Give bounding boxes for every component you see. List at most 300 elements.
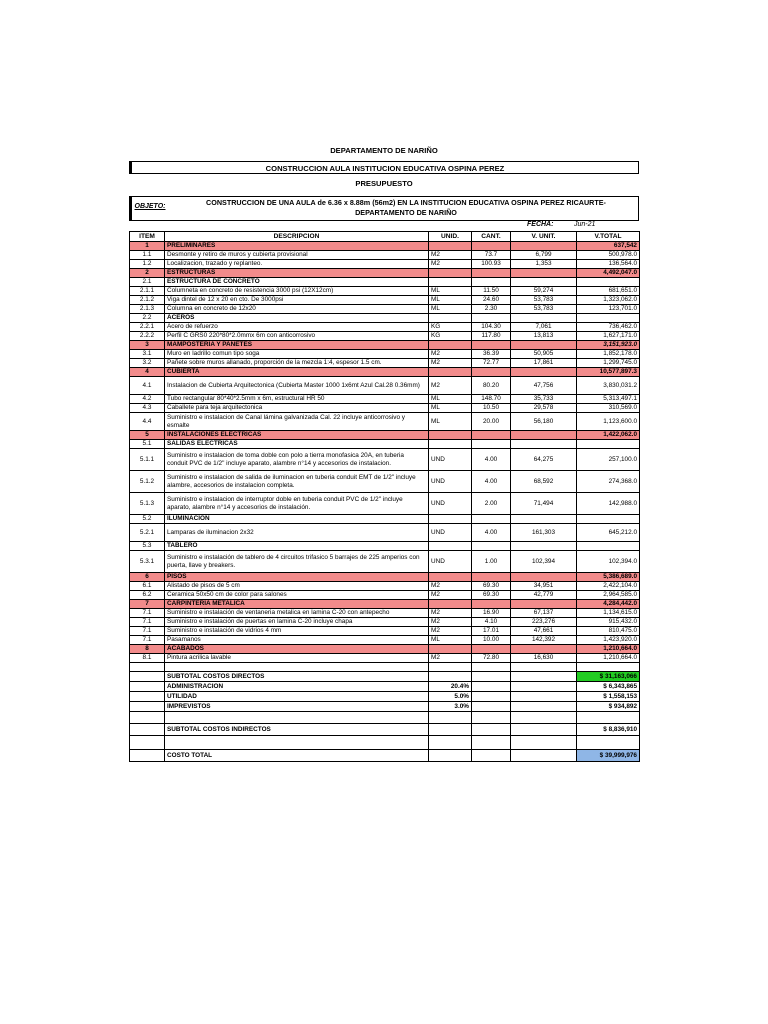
- table-row: [130, 636, 640, 645]
- fecha-label: FECHA:: [527, 221, 554, 228]
- quantity-cell: 69.30: [472, 582, 511, 591]
- imprevistos-row: [130, 702, 640, 712]
- section-row: [130, 600, 640, 609]
- summary-block: [130, 663, 640, 762]
- unit-price-cell: [511, 431, 577, 440]
- table-row: [130, 377, 640, 395]
- table-row: [130, 524, 640, 542]
- quantity-cell: 4.00: [472, 449, 511, 471]
- unit-price-cell: 71,494: [511, 493, 577, 515]
- unit-cell: UND: [429, 524, 472, 542]
- total-cell: 810,475.0: [577, 627, 640, 636]
- total-cell: [577, 440, 640, 449]
- quantity-cell: 73.7: [472, 251, 511, 260]
- unit-cell: M2: [429, 627, 472, 636]
- total-cell: 142,988.0: [577, 493, 640, 515]
- item-cell: 5.3: [130, 542, 165, 551]
- description-cell: MAMPOSTERIA Y PAÑETES: [165, 341, 429, 350]
- column-header-v-unit: V. UNIT.: [511, 232, 577, 242]
- item-cell: 7: [130, 600, 165, 609]
- unit-price-cell: 56,180: [511, 413, 577, 431]
- total-cell: 5,386,689.0: [577, 573, 640, 582]
- unit-price-cell: 7,061: [511, 323, 577, 332]
- unit-price-cell: 17,861: [511, 359, 577, 368]
- unit-price-cell: [511, 368, 577, 377]
- quantity-cell: [472, 314, 511, 323]
- section-row: [130, 242, 640, 251]
- item-cell: 5.1.2: [130, 471, 165, 493]
- unit-cell: M2: [429, 251, 472, 260]
- item-cell: 6.2: [130, 591, 165, 600]
- description-cell: Suministro e instalación de ventaneria metalica en lamina C-20 con antepecho: [165, 609, 429, 618]
- item-cell: 5.3.1: [130, 551, 165, 573]
- unit-cell: ML: [429, 636, 472, 645]
- description-cell: SALIDAS ELECTRICAS: [165, 440, 429, 449]
- subtotal-indirectos-value: $ 8,836,910: [577, 724, 640, 736]
- item-cell: 3.1: [130, 350, 165, 359]
- description-cell: Desmonte y retiro de muros y cubierta provisional: [165, 251, 429, 260]
- quantity-cell: 104.30: [472, 323, 511, 332]
- section-row: [130, 645, 640, 654]
- table-row: [130, 471, 640, 493]
- description-cell: PISOS: [165, 573, 429, 582]
- unit-price-cell: [511, 278, 577, 287]
- quantity-cell: 36.39: [472, 350, 511, 359]
- unit-cell: [429, 542, 472, 551]
- description-cell: Ceramica 50x50 cm de color para salones: [165, 591, 429, 600]
- item-cell: 8: [130, 645, 165, 654]
- unit-price-cell: 102,394: [511, 551, 577, 573]
- total-cell: 1,210,664.0: [577, 654, 640, 663]
- unit-cell: [429, 242, 472, 251]
- department-title: DEPARTAMENTO DE NARIÑO: [330, 146, 438, 155]
- unit-cell: KG: [429, 323, 472, 332]
- total-cell: 310,569.0: [577, 404, 640, 413]
- unit-cell: M2: [429, 260, 472, 269]
- description-cell: Suministro e instalacion de salida de iluminacion en tuberia conduit EMT de 1/2" incluye alambre, accesorios de instalacion completa.: [165, 471, 429, 493]
- item-cell: 3: [130, 341, 165, 350]
- table-row: [130, 305, 640, 314]
- quantity-cell: [472, 542, 511, 551]
- description-cell: Columna en concreto de 12x20: [165, 305, 429, 314]
- total-cell: [577, 314, 640, 323]
- unit-price-cell: 6,799: [511, 251, 577, 260]
- total-cell: 102,394.0: [577, 551, 640, 573]
- total-cell: [577, 542, 640, 551]
- unit-price-cell: 64,275: [511, 449, 577, 471]
- unit-cell: M2: [429, 591, 472, 600]
- item-cell: 2.2: [130, 314, 165, 323]
- unit-cell: [429, 368, 472, 377]
- quantity-cell: 10.00: [472, 636, 511, 645]
- column-header-descripcion: DESCRIPCION: [165, 232, 429, 242]
- item-cell: 2.1.1: [130, 287, 165, 296]
- item-cell: 1.1: [130, 251, 165, 260]
- unit-price-cell: [511, 515, 577, 524]
- unit-cell: [429, 440, 472, 449]
- total-cell: 257,100.0: [577, 449, 640, 471]
- unit-price-cell: 50,905: [511, 350, 577, 359]
- section-row: [130, 341, 640, 350]
- unit-price-cell: 29,578: [511, 404, 577, 413]
- total-cell: 1,123,600.0: [577, 413, 640, 431]
- subtotal-indirectos-label: SUBTOTAL COSTOS INDIRECTOS: [165, 724, 429, 736]
- document-type-title: PRESUPUESTO: [355, 179, 413, 188]
- table-row: [130, 251, 640, 260]
- total-cell: 4,284,442.0: [577, 600, 640, 609]
- quantity-cell: 100.93: [472, 260, 511, 269]
- unit-cell: [429, 573, 472, 582]
- quantity-cell: 4.00: [472, 471, 511, 493]
- quantity-cell: [472, 341, 511, 350]
- total-cell: [577, 278, 640, 287]
- unit-cell: M2: [429, 377, 472, 395]
- total-cell: 1,323,062.0: [577, 296, 640, 305]
- unit-cell: M2: [429, 609, 472, 618]
- table-row: [130, 609, 640, 618]
- quantity-cell: 11.50: [472, 287, 511, 296]
- quantity-cell: 17.01: [472, 627, 511, 636]
- description-cell: Alistado de pisos de 5 cm: [165, 582, 429, 591]
- utilidad-label: UTILIDAD: [165, 692, 429, 702]
- total-cell: 2,422,104.0: [577, 582, 640, 591]
- budget-rows: [130, 242, 640, 663]
- description-cell: Suministro e instalacion de Canal lámina galvanizada Cal. 22 incluye anticorrosivo y esmalte: [165, 413, 429, 431]
- unit-price-cell: 161,303: [511, 524, 577, 542]
- unit-price-cell: 47,756: [511, 377, 577, 395]
- unit-cell: UND: [429, 471, 472, 493]
- total-cell: 1,134,615.0: [577, 609, 640, 618]
- subtotal-directos-value: $ 31,163,066: [577, 672, 640, 682]
- quantity-cell: 2.00: [472, 493, 511, 515]
- table-row: [130, 332, 640, 341]
- unit-price-cell: 67,137: [511, 609, 577, 618]
- table-row: [130, 493, 640, 515]
- imprevistos-value: $ 934,892: [577, 702, 640, 712]
- description-cell: Pasamanos: [165, 636, 429, 645]
- table-row: [130, 627, 640, 636]
- utilidad-row: [130, 692, 640, 702]
- description-cell: Suministro e instalación de vidrios 4 mm: [165, 627, 429, 636]
- subtotal-directos-row: [130, 672, 640, 682]
- total-cell: 136,564.0: [577, 260, 640, 269]
- unit-price-cell: 47,661: [511, 627, 577, 636]
- unit-cell: [429, 515, 472, 524]
- quantity-cell: 148.70: [472, 395, 511, 404]
- total-cell: 500,978.0: [577, 251, 640, 260]
- section-row: [130, 431, 640, 440]
- table-header-row: [130, 232, 640, 242]
- table-row: [130, 618, 640, 627]
- unit-price-cell: 16,630: [511, 654, 577, 663]
- unit-cell: M2: [429, 350, 472, 359]
- item-cell: 7.1: [130, 636, 165, 645]
- quantity-cell: 72.77: [472, 359, 511, 368]
- unit-price-cell: 42,779: [511, 591, 577, 600]
- description-cell: Suministro e instalacion de interruptor doble en tuberia conduit PVC de 1/2" incluye aparato, alambre n°14 y accesorios de instalación.: [165, 493, 429, 515]
- unit-price-cell: [511, 314, 577, 323]
- table-row: [130, 551, 640, 573]
- unit-cell: ML: [429, 404, 472, 413]
- item-cell: 2.1.2: [130, 296, 165, 305]
- total-cell: 5,313,497.1: [577, 395, 640, 404]
- unit-cell: [429, 314, 472, 323]
- quantity-cell: 117.80: [472, 332, 511, 341]
- total-cell: 1,423,920.0: [577, 636, 640, 645]
- unit-price-cell: [511, 341, 577, 350]
- item-cell: 7.1: [130, 627, 165, 636]
- column-header-v-total: V.TOTAL: [577, 232, 640, 242]
- quantity-cell: 69.30: [472, 591, 511, 600]
- subtotal-directos-label: SUBTOTAL COSTOS DIRECTOS: [165, 672, 429, 682]
- description-cell: ESTRUCTURA DE CONCRETO: [165, 278, 429, 287]
- unit-cell: [429, 278, 472, 287]
- description-cell: Pañete sobre muros allanado, proporción de la mezcla 1:4, espesor 1.5 cm.: [165, 359, 429, 368]
- unit-cell: M2: [429, 359, 472, 368]
- item-cell: 2.2.1: [130, 323, 165, 332]
- item-cell: 4.4: [130, 413, 165, 431]
- unit-price-cell: [511, 573, 577, 582]
- costo-total-row: [130, 750, 640, 762]
- unit-price-cell: [511, 269, 577, 278]
- quantity-cell: 20.00: [472, 413, 511, 431]
- item-cell: 8.1: [130, 654, 165, 663]
- total-cell: 637,542: [577, 242, 640, 251]
- unit-price-cell: [511, 440, 577, 449]
- total-cell: 3,151,923.0: [577, 341, 640, 350]
- quantity-cell: [472, 269, 511, 278]
- administracion-value: $ 6,343,865: [577, 682, 640, 692]
- item-cell: 7.1: [130, 618, 165, 627]
- unit-cell: ML: [429, 395, 472, 404]
- description-cell: ILUMINACION: [165, 515, 429, 524]
- unit-price-cell: 59,274: [511, 287, 577, 296]
- unit-price-cell: 142,392: [511, 636, 577, 645]
- unit-cell: [429, 269, 472, 278]
- total-cell: 1,422,062.0: [577, 431, 640, 440]
- section-row: [130, 573, 640, 582]
- unit-price-cell: 223,276: [511, 618, 577, 627]
- administracion-label: ADMINISTRACION: [165, 682, 429, 692]
- total-cell: 1,852,178.0: [577, 350, 640, 359]
- objeto-row: [129, 196, 639, 221]
- quantity-cell: 24.60: [472, 296, 511, 305]
- quantity-cell: [472, 368, 511, 377]
- column-header-unid: UNID.: [429, 232, 472, 242]
- unit-cell: ML: [429, 413, 472, 431]
- description-cell: Muro en ladrillo comun tipo soga: [165, 350, 429, 359]
- unit-cell: M2: [429, 618, 472, 627]
- budget-table: [129, 231, 640, 762]
- administracion-row: [130, 682, 640, 692]
- description-cell: Instalacion de Cubierta Arquitectonica (Cubierta Master 1000 1x6mt Azul Cal.28 0.36mm): [165, 377, 429, 395]
- unit-cell: UND: [429, 449, 472, 471]
- item-cell: 2.1: [130, 278, 165, 287]
- description-cell: Suministro e instalacion de toma doble con polo a tierra monofasica 20A, en tuberia conduit PVC de 1/2" incluye aparato, alambre n°14 y accesorios de instalacion.: [165, 449, 429, 471]
- subsection-row: [130, 314, 640, 323]
- table-row: [130, 413, 640, 431]
- table-row: [130, 350, 640, 359]
- unit-price-cell: [511, 542, 577, 551]
- objeto-text: CONSTRUCCION DE UNA AULA de 6.36 x 8.88m (56m2) EN LA INSTITUCION EDUCATIVA OSPINA PEREZ RICAURTE- DEPARTAMENTO DE NARIÑO: [206, 198, 606, 217]
- quantity-cell: 80.20: [472, 377, 511, 395]
- item-cell: 1.2: [130, 260, 165, 269]
- objeto-label: OBJETO:: [134, 203, 166, 210]
- item-cell: 7.1: [130, 609, 165, 618]
- unit-price-cell: 53,783: [511, 296, 577, 305]
- table-row: [130, 591, 640, 600]
- item-cell: 6: [130, 573, 165, 582]
- total-cell: 681,651.0: [577, 287, 640, 296]
- unit-price-cell: 34,951: [511, 582, 577, 591]
- description-cell: Caballete para teja arquitectonica: [165, 404, 429, 413]
- item-cell: 6.1: [130, 582, 165, 591]
- unit-price-cell: 1,353: [511, 260, 577, 269]
- unit-cell: [429, 341, 472, 350]
- imprevistos-label: IMPREVISTOS: [165, 702, 429, 712]
- costo-total-value: $ 39,999,976: [577, 750, 640, 762]
- table-row: [130, 359, 640, 368]
- unit-cell: KG: [429, 332, 472, 341]
- item-cell: 5.1: [130, 440, 165, 449]
- imprevistos-pct: 3.0%: [429, 702, 472, 712]
- table-row: [130, 296, 640, 305]
- description-cell: Suministro e instalación de tablero de 4 circuitos trifasico 5 barrajes de 225 amperios con puerta, llave y breakers.: [165, 551, 429, 573]
- total-cell: [577, 515, 640, 524]
- total-cell: 2,964,585.0: [577, 591, 640, 600]
- table-row: [130, 449, 640, 471]
- total-cell: 274,368.0: [577, 471, 640, 493]
- description-cell: CUBIERTA: [165, 368, 429, 377]
- description-cell: Localizacion, trazado y replanteo.: [165, 260, 429, 269]
- costo-total-label: COSTO TOTAL: [165, 750, 429, 762]
- item-cell: 2.2.2: [130, 332, 165, 341]
- total-cell: 123,701.0: [577, 305, 640, 314]
- column-header-item: ITEM: [130, 232, 165, 242]
- item-cell: 5.1.3: [130, 493, 165, 515]
- unit-cell: [429, 645, 472, 654]
- total-cell: 1,627,171.0: [577, 332, 640, 341]
- total-cell: 4,492,047.0: [577, 269, 640, 278]
- item-cell: 2.1.3: [130, 305, 165, 314]
- item-cell: 1: [130, 242, 165, 251]
- description-cell: Suministro e instalación de puertas en lamina C-20 incluye chapa: [165, 618, 429, 627]
- unit-cell: M2: [429, 582, 472, 591]
- item-cell: 4.2: [130, 395, 165, 404]
- description-cell: CARPINTERIA METALICA: [165, 600, 429, 609]
- quantity-cell: [472, 573, 511, 582]
- description-cell: ACABADOS: [165, 645, 429, 654]
- description-cell: INSTALACIONES ELECTRICAS: [165, 431, 429, 440]
- total-cell: 3,830,031.2: [577, 377, 640, 395]
- unit-cell: [429, 431, 472, 440]
- quantity-cell: 16.90: [472, 609, 511, 618]
- unit-cell: [429, 600, 472, 609]
- project-title: CONSTRUCCION AULA INSTITUCION EDUCATIVA OSPINA PEREZ: [129, 161, 639, 174]
- quantity-cell: [472, 440, 511, 449]
- quantity-cell: 72.80: [472, 654, 511, 663]
- unit-price-cell: [511, 645, 577, 654]
- quantity-cell: 4.00: [472, 524, 511, 542]
- subsection-row: [130, 515, 640, 524]
- item-cell: 4: [130, 368, 165, 377]
- unit-price-cell: 68,592: [511, 471, 577, 493]
- description-cell: Pintura acrilica lavable: [165, 654, 429, 663]
- item-cell: 5.2.1: [130, 524, 165, 542]
- unit-price-cell: [511, 242, 577, 251]
- quantity-cell: 1.00: [472, 551, 511, 573]
- total-cell: 10,577,897.3: [577, 368, 640, 377]
- description-cell: Perfil C GRS0 220*80*2.0mmx 6m con anticorrosivo: [165, 332, 429, 341]
- fecha-value: Jun-21: [574, 221, 596, 228]
- unit-price-cell: [511, 600, 577, 609]
- unit-cell: ML: [429, 305, 472, 314]
- section-row: [130, 368, 640, 377]
- unit-cell: UND: [429, 551, 472, 573]
- quantity-cell: 10.50: [472, 404, 511, 413]
- quantity-cell: [472, 645, 511, 654]
- fecha-row: [129, 221, 639, 231]
- description-cell: PRELIMINARES: [165, 242, 429, 251]
- subsection-row: [130, 278, 640, 287]
- utilidad-pct: 5.0%: [429, 692, 472, 702]
- unit-cell: UND: [429, 493, 472, 515]
- administracion-pct: 20.4%: [429, 682, 472, 692]
- quantity-cell: [472, 431, 511, 440]
- table-row: [130, 404, 640, 413]
- total-cell: 915,432.0: [577, 618, 640, 627]
- item-cell: 4.1: [130, 377, 165, 395]
- quantity-cell: [472, 515, 511, 524]
- unit-cell: ML: [429, 287, 472, 296]
- unit-cell: ML: [429, 296, 472, 305]
- description-cell: ACEROS: [165, 314, 429, 323]
- item-cell: 5: [130, 431, 165, 440]
- item-cell: 4.3: [130, 404, 165, 413]
- description-cell: TABLERO: [165, 542, 429, 551]
- description-cell: Lamparas de iluminacion 2x32: [165, 524, 429, 542]
- table-row: [130, 287, 640, 296]
- unit-price-cell: 35,733: [511, 395, 577, 404]
- quantity-cell: [472, 242, 511, 251]
- table-row: [130, 582, 640, 591]
- total-cell: 1,210,664.0: [577, 645, 640, 654]
- item-cell: 5.2: [130, 515, 165, 524]
- table-row: [130, 654, 640, 663]
- table-row: [130, 395, 640, 404]
- column-header-cant: CANT.: [472, 232, 511, 242]
- description-cell: Acero de refuerzo: [165, 323, 429, 332]
- item-cell: 3.2: [130, 359, 165, 368]
- table-row: [130, 323, 640, 332]
- quantity-cell: 4.10: [472, 618, 511, 627]
- subsection-row: [130, 542, 640, 551]
- description-cell: ESTRUCTURAS: [165, 269, 429, 278]
- unit-price-cell: 13,813: [511, 332, 577, 341]
- subsection-row: [130, 440, 640, 449]
- table-row: [130, 260, 640, 269]
- quantity-cell: 2.30: [472, 305, 511, 314]
- subtotal-indirectos-row: [130, 724, 640, 736]
- unit-cell: M2: [429, 654, 472, 663]
- description-cell: Tubo rectangular 80*40*2.5mm x 6m, estructural HR 50: [165, 395, 429, 404]
- quantity-cell: [472, 600, 511, 609]
- item-cell: 5.1.1: [130, 449, 165, 471]
- unit-price-cell: 53,783: [511, 305, 577, 314]
- total-cell: 736,462.0: [577, 323, 640, 332]
- utilidad-value: $ 1,558,153: [577, 692, 640, 702]
- description-cell: Viga dintel de 12 x 20 en cto. De 3000psi: [165, 296, 429, 305]
